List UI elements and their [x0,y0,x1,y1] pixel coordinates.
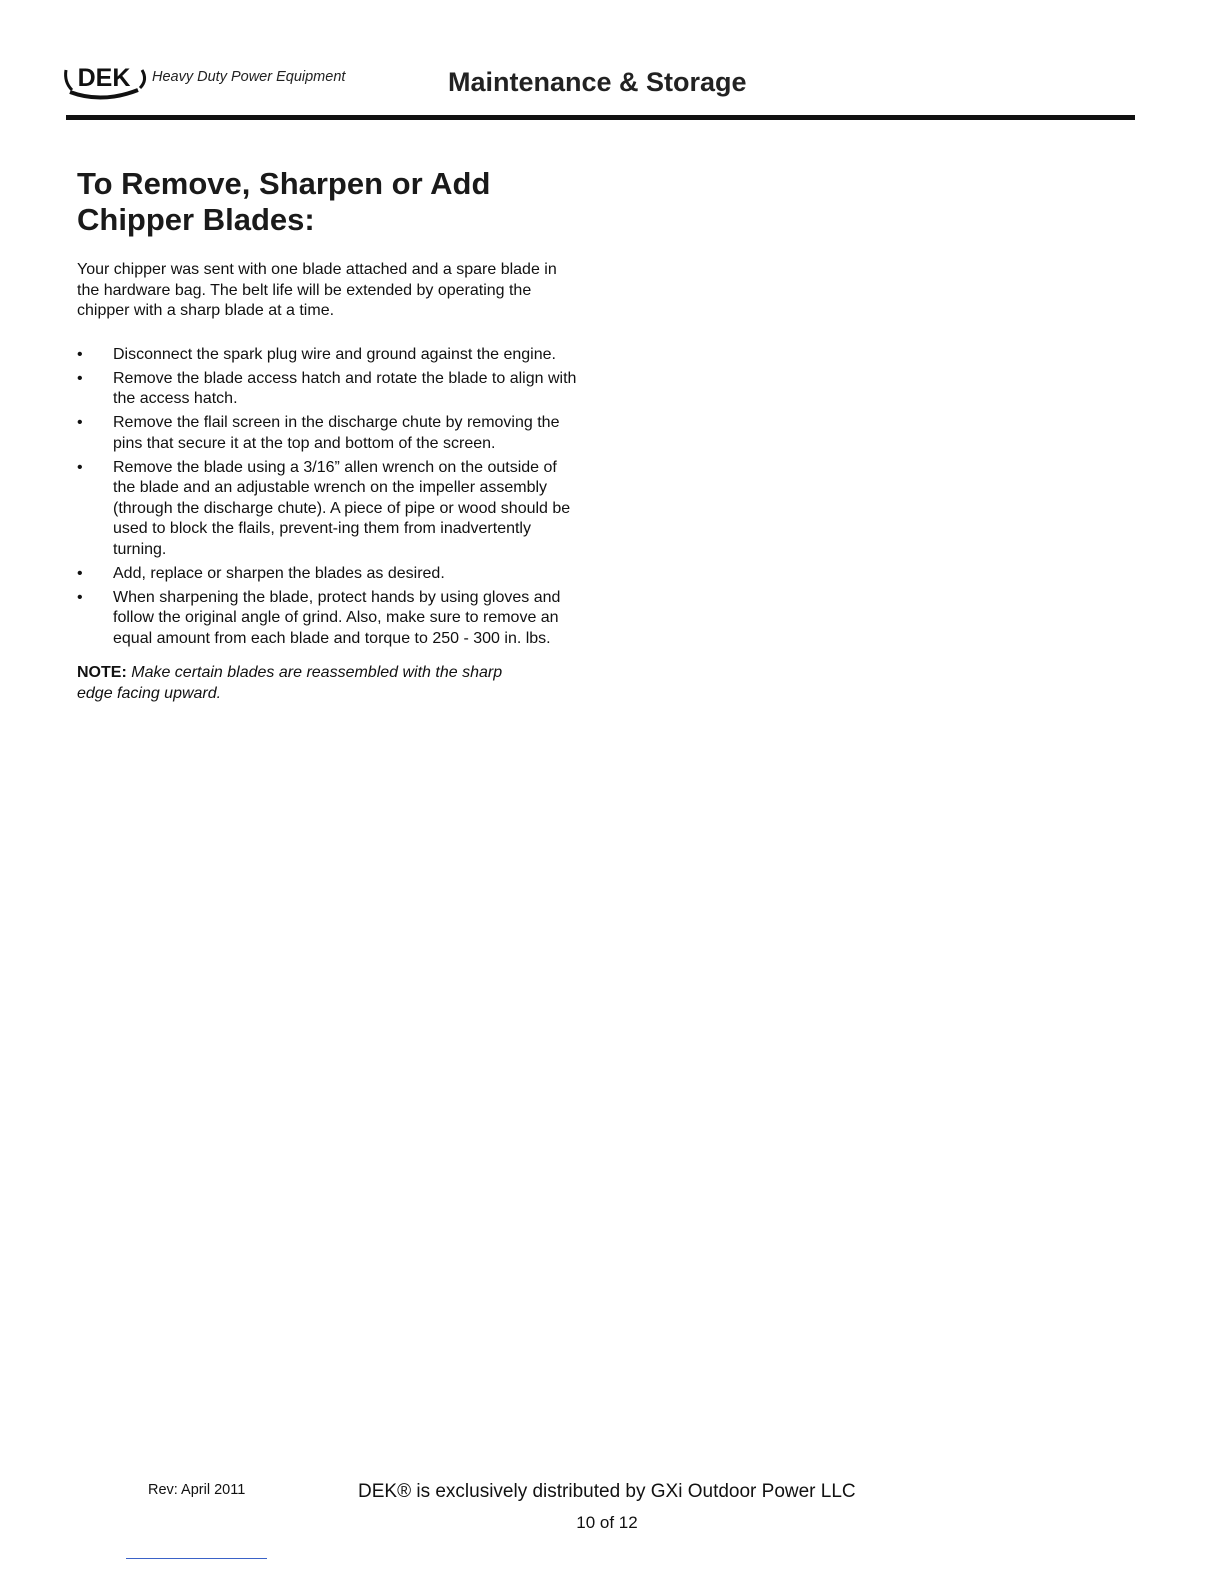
note-label: NOTE: [77,664,127,681]
note-text: Make certain blades are reassembled with the sharp edge facing upward. [77,664,503,702]
page-heading-line-2: Chipper Blades: [77,202,315,237]
distribution-notice: DEK® is exclusively distributed by GXi Outdoor Power LLC [358,1481,856,1502]
header-divider [66,115,1135,120]
bullet-icon: • [77,369,83,387]
page-header [0,0,1224,130]
bullet-icon: • [77,564,83,582]
step-text: Remove the flail screen in the discharge chute by removing the pins that secure it at the top and bottom of the screen. [113,414,560,452]
bullet-icon: • [77,458,83,476]
page-number: 10 of 12 [576,1513,638,1532]
revision-date: Rev: April 2011 [148,1482,246,1498]
list-item [77,369,583,410]
intro-paragraph: Your chipper was sent with one blade attached and a spare blade in the hardware bag. The belt life will be extended by operating the chipper with a sharp blade at a time. [77,261,557,319]
list-item [77,588,583,650]
bullet-icon: • [77,414,83,431]
brand-tagline: Heavy Duty Power Equipment [152,69,346,85]
section-title: Maintenance & Storage [448,67,747,97]
footer-link-underline [126,1558,267,1559]
bullet-icon: • [77,588,83,606]
step-text: Add, replace or sharpen the blades as desired. [113,564,445,582]
note-paragraph [77,663,517,704]
step-text: Remove the blade access hatch and rotate the blade to align with the access hatch. [113,369,577,407]
dek-logo-mark [62,60,150,104]
steps-list [77,345,597,650]
bullet-icon: • [77,345,83,363]
page-heading-line-1: To Remove, Sharpen or Add [77,166,491,201]
list-item [77,413,583,454]
page-heading [77,166,597,238]
dek-logo [62,60,150,104]
logo-text: DEK [77,64,131,92]
main-content [77,166,597,704]
list-item [77,564,583,585]
step-text: Disconnect the spark plug wire and ground against the engine. [113,345,556,363]
list-item [77,458,583,561]
step-text: When sharpening the blade, protect hands by using gloves and follow the original angle of grind. Also, make sure to remove an equal amount from each blade and torque to 250 - 300 in. lbs. [113,588,561,647]
step-text: Remove the blade using a 3/16” allen wrench on the outside of the blade and an adjustable wrench on the impeller assembly (through the discharge chute). A piece of pipe or wood should be used to block the flails, prevent-ing them from inadvertently turning. [113,458,571,558]
list-item [77,345,583,366]
